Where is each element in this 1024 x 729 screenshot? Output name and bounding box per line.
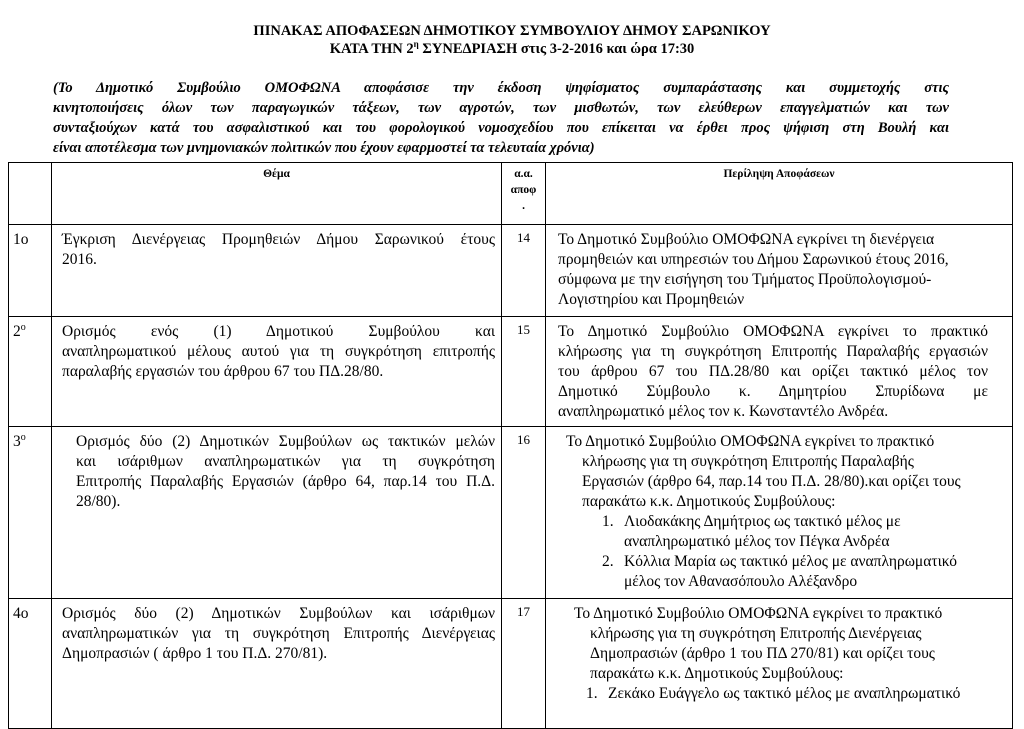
document-title [0,22,1024,40]
table-row [9,317,1013,427]
row-subject: Ορισμός δύο (2) Δημοτικών Συμβούλων ως τακτικών μελών και ισάριθμων αναπληρωματικών για τη συγκρότηση Επιτροπής Παραλαβής Εργασιών (άρθρο 64, παρ.14 του Π.Δ. 28/80). [52,427,502,599]
row-decision-number: 16 [502,427,546,599]
table-row [9,427,1013,599]
decisions-table [8,162,1013,729]
list-item: 2. Κόλλια Μαρία ως τακτικό μέλος με αναπληρωματικό μέλος τον Αθανασόπουλο Αλέξανδρο [602,553,957,590]
meeting-subtitle: ΚΑΤΑ ΤΗΝ $2^\eta$ ΣΥΝΕΔΡΙΑΣΗ στις 3-2-2016 και ώρα 17:30 [329,39,695,57]
row-number: $3^o$ [9,427,52,599]
header-summary: Περίληψη Αποφάσεων [546,163,1013,225]
row-decision-number: 15 [502,317,546,427]
header-decision-number: α.α. αποφ . [502,163,546,225]
table-row [9,225,1013,317]
row-number: 4ο [9,599,52,729]
resolution-intro: (Το Δημοτικό Συμβούλιο ΟΜΟΦΩΝΑ αποφάσισε την έκδοση ψηφίσματος συμπαράστασης και συμμετοχής στις κινητοποιήσεις όλων των παραγωγικών τάξεων, των αγροτών, των μισθωτών, των ελεύθερων επαγγελματιών και των συνταξιούχων κατά του ασφαλιστικού και του φορολογικού νομοσχεδίου που επίκειται να έρθει προς ψήφιση στη Βουλή και είναι αποτέλεσμα των μνημονιακών πολιτικών που έχουν εφαρμοστεί τα τελευταία χρόνια) [53,80,949,156]
table-header-row [9,163,1013,225]
row-decision-number: 14 [502,225,546,317]
row-summary: Το Δημοτικό Συμβούλιο ΟΜΟΦΩΝΑ εγκρίνει το πρακτικό κλήρωσης για τη συγκρότηση Επιτροπής Παραλαβής Εργασιών (άρθρο 64, παρ.14 του Π.Δ. 28/80).και ορίζει τους παρακάτω κ.κ. Δημοτικούς Συμβούλους: 1. Λιοδακάκης Δημήτριος ως τακτικό μέλος με αναπληρωματικό μέλος τον Πέγκα Ανδρέα 2. Κόλλια Μαρία ως τακτικό μέλος με αναπληρωματικό μέλος τον Αθανασόπουλο Αλέξανδρο [546,427,1013,599]
list-item: 1. Ζεκάκο Ευάγγελο ως τακτικό μέλος με αναπληρωματικό [586,685,961,702]
table-row [9,599,1013,729]
row-number: $2^o$ [9,317,52,427]
row-number: 1ο [9,225,52,317]
row-summary: Το Δημοτικό Συμβούλιο ΟΜΟΦΩΝΑ εγκρίνει το πρακτικό κλήρωσης για τη συγκρότηση Επιτροπής Διενέργειας Δημοπρασιών (άρθρο 1 του ΠΔ 270/81) και ορίζει τους παρακάτω κ.κ. Δημοτικούς Συμβούλους: 1. Ζεκάκο Ευάγγελο ως τακτικό μέλος με αναπληρωματικό [546,599,1013,729]
members-list [566,512,988,592]
row-decision-number: 17 [502,599,546,729]
row-subject: Έγκριση Διενέργειας Προμηθειών Δήμου Σαρωνικού έτους 2016. [52,225,502,317]
header-number [9,163,52,225]
list-item: 1. Λιοδακάκης Δημήτριος ως τακτικό μέλος με αναπληρωματικό μέλος τον Πέγκα Ανδρέα [602,513,901,550]
members-list [574,684,988,704]
header-subject: Θέμα [52,163,502,225]
row-subject: Ορισμός ενός (1) Δημοτικού Συμβούλου και αναπληρωματικού μέλους αυτού για τη συγκρότηση επιτροπής παραλαβής εργασιών του άρθρου 67 του ΠΔ.28/80. [52,317,502,427]
row-summary: Το Δημοτικό Συμβούλιο ΟΜΟΦΩΝΑ εγκρίνει τη διενέργεια προμηθειών και υπηρεσιών του Δήμου Σαρωνικού έτους 2016, σύμφωνα με την εισήγηση του Τμήματος Προϋπολογισμού- Λογιστηρίου και Προμηθειών [546,225,1013,317]
title-line-1: ΠΙΝΑΚΑΣ ΑΠΟΦΑΣΕΩΝ ΔΗΜΟΤΙΚΟΥ ΣΥΜΒΟΥΛΙΟΥ ΔΗΜΟΥ ΣΑΡΩΝΙΚΟΥ [253,23,771,39]
row-summary: Το Δημοτικό Συμβούλιο ΟΜΟΦΩΝΑ εγκρίνει το πρακτικό κλήρωσης για τη συγκρότηση Επιτροπής Παραλαβής εργασιών του άρθρου 67 του ΠΔ.28/80 και ορίζει τακτικό μέλος τον Δημοτικό Σύμβουλο κ. Δημητρίου Σπυρίδωνα με αναπληρωματικό μέλος τον κ. Κωνσταντέλο Ανδρέα. [546,317,1013,427]
row-subject: Ορισμός δύο (2) Δημοτικών Συμβούλων και ισάριθμων αναπληρωματικών για τη συγκρότηση Επιτροπής Διενέργειας Δημοπρασιών ( άρθρο 1 του Π.Δ. 270/81). [52,599,502,729]
